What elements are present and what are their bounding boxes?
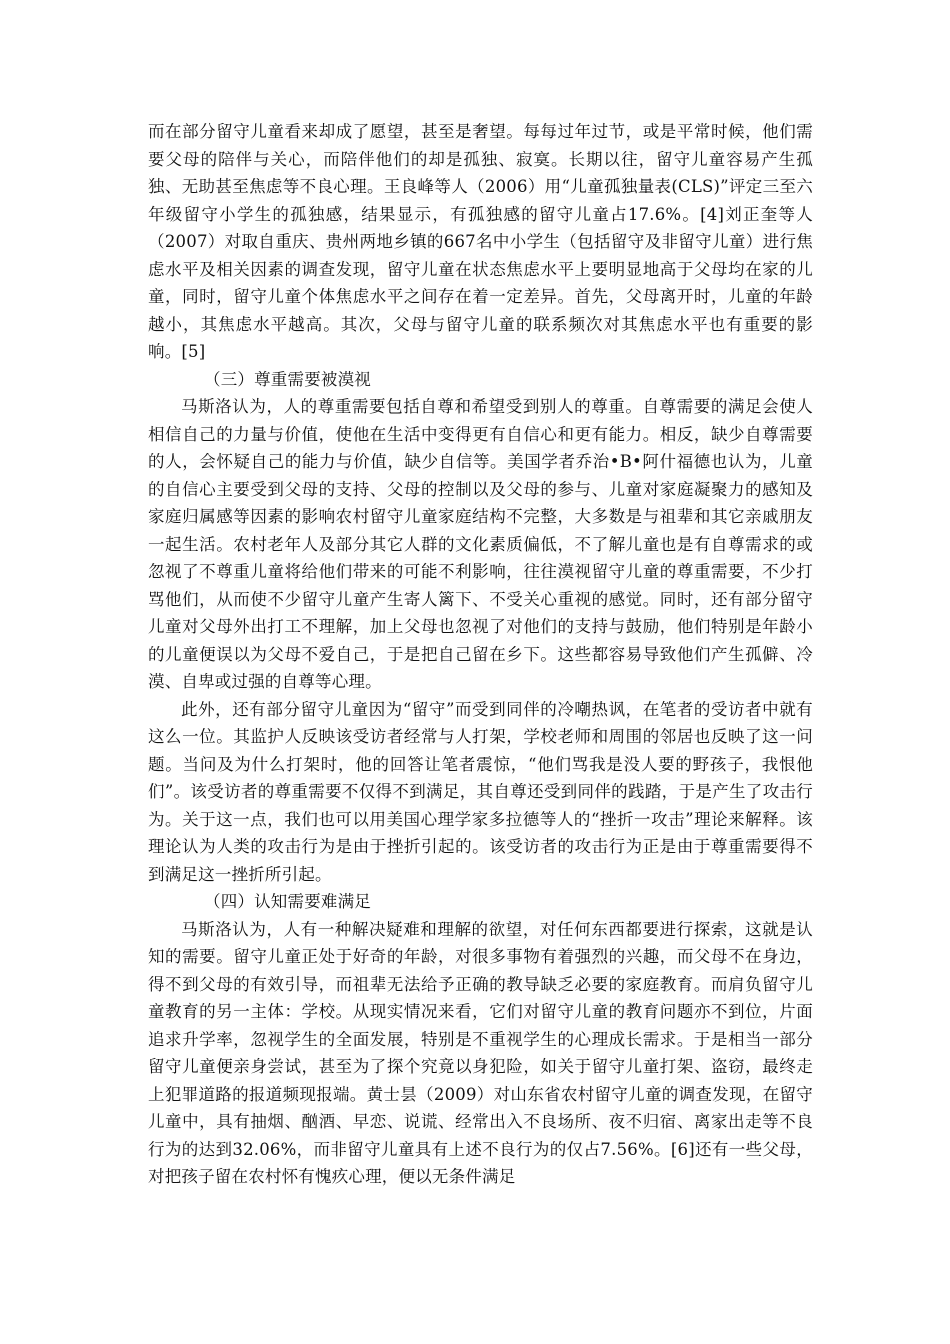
document-body — [148, 118, 813, 1191]
paragraph-maslow-respect: 马斯洛认为，人的尊重需要包括自尊和希望受到别人的尊重。自尊需要的满足会使人相信自己的力量与价值，使他在生活中变得更有自信心和更有能力。相反，缺少自尊需要的人，会怀疑自己的能力与价值，缺少自信等。美国学者乔治•B•阿什福德也认为，儿童的自信心主要受到父母的支持、父母的控制以及父母的参与、儿童对家庭凝聚力的感知及家庭归属感等因素的影响农村留守儿童家庭结构不完整，大多数是与祖辈和其它亲戚朋友一起生活。农村老年人及部分其它人群的文化素质偏低，不了解儿童也是有自尊需求的或忽视了不尊重儿童将给他们带来的可能不利影响，往往漠视留守儿童的尊重需要，不少打骂他们，从而使不少留守儿童产生寄人篱下、不受关心重视的感觉。同时，还有部分留守儿童对父母外出打工不理解，加上父母也忽视了对他们的支持与鼓励，他们特别是年龄小的儿童便误以为父母不爱自己，于是把自己留在乡下。这些都容易导致他们产生孤僻、冷漠、自卑或过强的自尊等心理。 — [148, 397, 813, 691]
paragraph-peer-ridicule: 此外，还有部分留守儿童因为“留守”而受到同伴的冷嘲热讽，在笔者的受访者中就有这么一位。其监护人反映该受访者经常与人打架，学校老师和周围的邻居也反映了这一问题。当问及为什么打架时，他的回答让笔者震惊，“他们骂我是没人要的野孩子，我恨他们”。该受访者的尊重需要不仅得不到满足，其自尊还受到同伴的践踏，于是产生了攻击行为。关于这一点，我们也可以用美国心理学家多拉德等人的“挫折一攻击”理论来解释。该理论认为人类的攻击行为是由于挫折引起的。该受访者的攻击行为正是由于尊重需要得不到满足这一挫折所引起。 — [148, 699, 813, 884]
section-heading-respect-needs: （三）尊重需要被漠视 — [204, 369, 371, 389]
paragraph-maslow-cognition: 马斯洛认为，人有一种解决疑难和理解的欲望，对任何东西都要进行探索，这就是认知的需要。留守儿童正处于好奇的年龄，对很多事物有着强烈的兴趣，而父母不在身边，得不到父母的有效引导，而祖辈无法给予正确的教导缺乏必要的家庭教育。而肩负留守儿童教育的另一主体：学校。从现实情况来看，它们对留守儿童的教育问题亦不到位，片面追求升学率，忽视学生的全面发展，特别是不重视学生的心理成长需求。于是相当一部分留守儿童便亲身尝试，甚至为了探个究竟以身犯险，如关于留守儿童打架、盗窃，最终走上犯罪道路的报道频现报端。黄士昙（2009）对山东省农村留守儿童的调查发现，在留守儿童中，具有抽烟、酗酒、早恋、说谎、经常出入不良场所、夜不归宿、离家出走等不良行为的达到32.06%，而非留守儿童具有上述不良行为的仅占7.56%。[6]还有一些父母，对把孩子留在农村怀有愧疚心理，便以无条件满足 — [148, 919, 813, 1186]
section-heading-cognitive-needs: （四）认知需要难满足 — [204, 892, 371, 911]
paragraph-loneliness-anxiety: 而在部分留守儿童看来却成了愿望，甚至是奢望。每每过年过节，或是平常时候，他们需要父母的陪伴与关心，而陪伴他们的却是孤独、寂寞。长期以往，留守儿童容易产生孤独、无助甚至焦虑等不良心理。王良峰等人（2006）用“儿童孤独量表(CLS)”评定三至六年级留守小学生的孤独感，结果显示，有孤独感的留守儿童占17.6%。[4]刘正奎等人（2007）对取自重庆、贵州两地乡镇的667名中小学生（包括留守及非留守儿童）进行焦虑水平及相关因素的调查发现，留守儿童在状态焦虑水平上要明显地高于父母均在家的儿童，同时，留守儿童个体焦虑水平之间存在着一定差异。首先，父母离开时，儿童的年龄越小，其焦虑水平越高。其次，父母与留守儿童的联系频次对其焦虑水平也有重要的影响。[5] — [148, 122, 813, 361]
